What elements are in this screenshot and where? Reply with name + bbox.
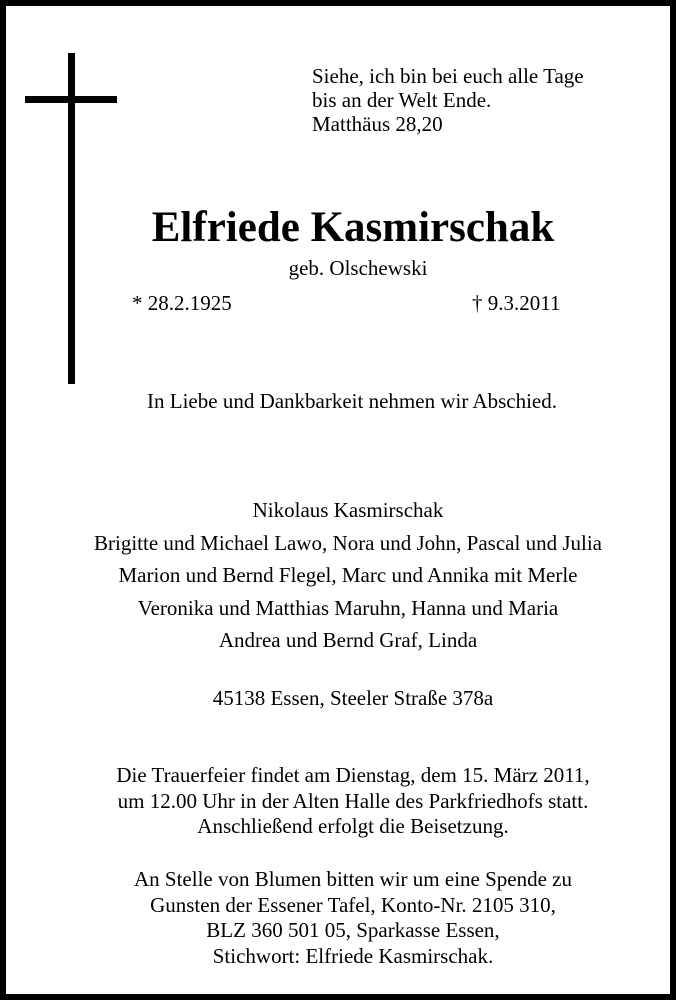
mourners-list bbox=[0, 494, 676, 657]
death-date: † 9.3.2011 bbox=[472, 291, 561, 315]
mourner-line: Brigitte und Michael Lawo, Nora und John, Pascal und Julia bbox=[94, 530, 602, 555]
mourner-line: Andrea und Bernd Graf, Linda bbox=[218, 628, 478, 652]
donation-line: An Stelle von Blumen bitten wir um eine Spende zu bbox=[133, 867, 572, 891]
verse-line: Siehe, ich bin bei euch alle Tage bbox=[312, 64, 584, 88]
donation-line: Gunsten der Essener Tafel, Konto-Nr. 2105 310, bbox=[150, 892, 556, 917]
verse-line: bis an der Welt Ende. bbox=[312, 88, 492, 112]
donation-request bbox=[0, 867, 676, 969]
mourner-line: Veronika und Matthias Maruhn, Hanna und Maria bbox=[137, 595, 559, 620]
mourner-line: Nikolaus Kasmirschak bbox=[252, 498, 444, 522]
cross-horizontal-bar bbox=[25, 96, 117, 103]
donation-line: BLZ 360 501 05, Sparkasse Essen, bbox=[206, 918, 500, 942]
bible-verse bbox=[312, 64, 632, 136]
family-address: 45138 Essen, Steeler Straße 378a bbox=[212, 686, 494, 710]
birth-name: geb. Olschewski bbox=[288, 256, 428, 280]
service-line: Anschließend erfolgt die Beisetzung. bbox=[197, 814, 509, 838]
farewell-text: In Liebe und Dankbarkeit nehmen wir Abschied. bbox=[147, 389, 557, 413]
deceased-name: Elfriede Kasmirschak bbox=[151, 204, 555, 251]
birth-date: * 28.2.1925 bbox=[132, 291, 232, 315]
service-line: um 12.00 Uhr in der Alten Halle des Parkfriedhofs statt. bbox=[117, 788, 589, 813]
service-line: Die Trauerfeier findet am Dienstag, dem 15. März 2011, bbox=[116, 763, 590, 787]
donation-line: Stichwort: Elfriede Kasmirschak. bbox=[212, 943, 494, 968]
verse-reference: Matthäus 28,20 bbox=[312, 112, 443, 136]
funeral-service-info bbox=[0, 763, 676, 840]
mourner-line: Marion und Bernd Flegel, Marc und Annika mit Merle bbox=[118, 563, 578, 587]
